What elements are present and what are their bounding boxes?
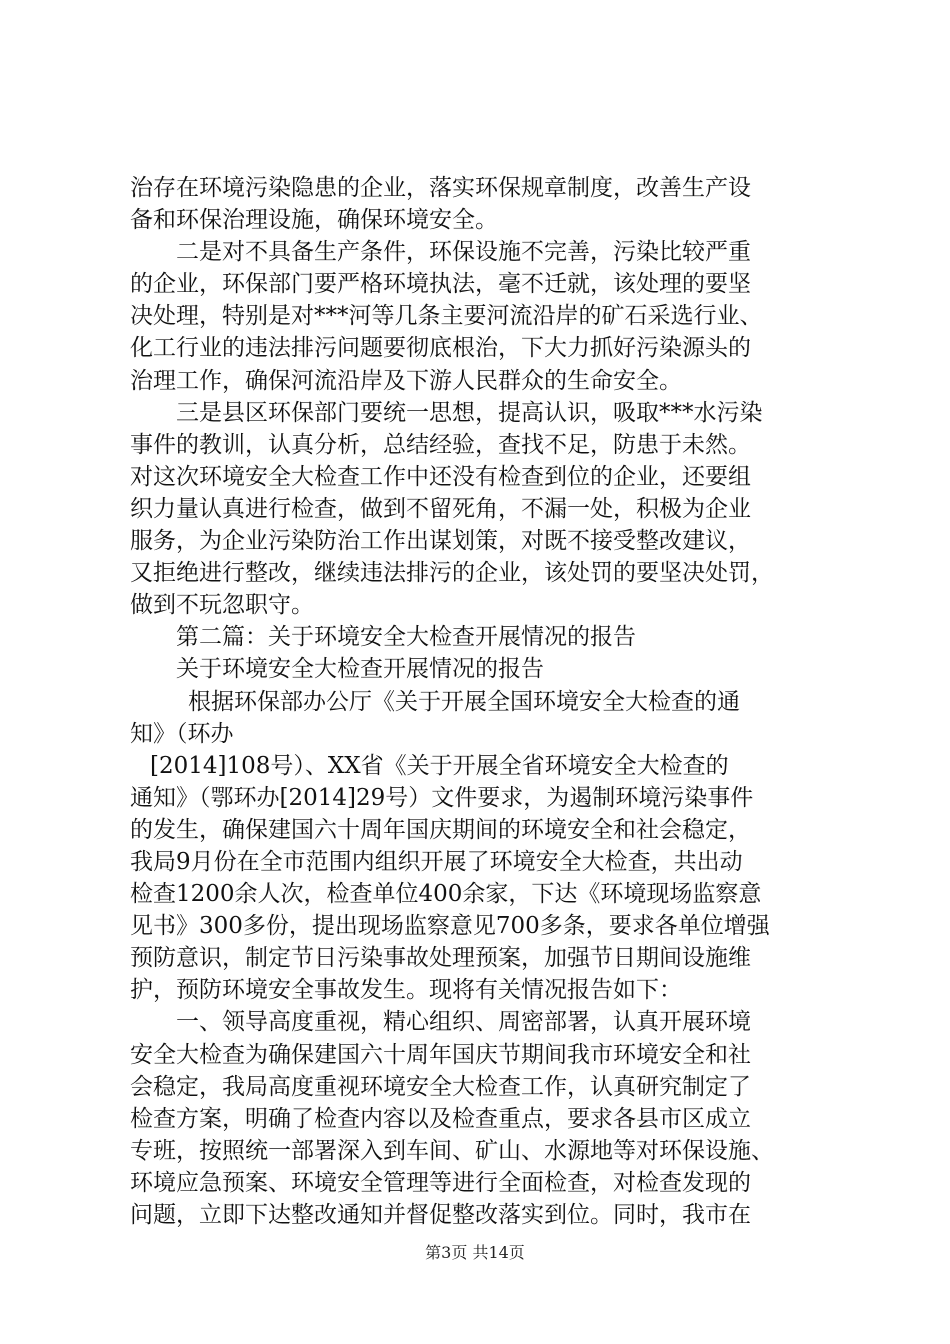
text-line: 通知》（鄂环办[2014]29号）文件要求，为遏制环境污染事件	[130, 784, 754, 811]
text-line: 见书》300多份，提出现场监察意见700多条，要求各单位增强	[130, 913, 770, 940]
text-line: 织力量认真进行检查，做到不留死角，不漏一处，积极为企业	[130, 495, 751, 522]
text-line: 备和环保治理设施，确保环境安全。	[130, 207, 498, 234]
document-body	[130, 172, 830, 1231]
text-line: 的企业，环保部门要严格环境执法，毫不迁就，该处理的要坚	[130, 271, 751, 298]
text-line: 一、领导高度重视，精心组织、周密部署，认真开展环境	[176, 1009, 751, 1036]
text-line: 根据环保部办公厅《关于开展全国环境安全大检查的通	[188, 688, 740, 715]
text-line: 又拒绝进行整改，继续违法排污的企业，该处罚的要坚决处罚，	[130, 560, 774, 587]
text-line: 检查方案，明确了检查内容以及检查重点，要求各县市区成立	[130, 1105, 751, 1132]
text-line: 事件的教训，认真分析，总结经验，查找不足，防患于未然。	[130, 431, 751, 458]
page-number-footer: 第3页 共14页	[425, 1243, 525, 1262]
text-line: 知》（环办	[130, 720, 234, 747]
text-line: 问题，立即下达整改通知并督促整改落实到位。同时，我市在	[130, 1202, 751, 1228]
text-line: 专班，按照统一部署深入到车间、矿山、水源地等对环保设施、	[130, 1137, 774, 1164]
text-line: 二是对不具备生产条件，环保设施不完善，污染比较严重	[176, 239, 751, 266]
text-line: 化工行业的违法排污问题要彻底根治，下大力抓好污染源头的	[130, 335, 751, 362]
text-line: 治理工作，确保河流沿岸及下游人民群众的生命安全。	[130, 367, 682, 394]
text-line: 三是县区环保部门要统一思想，提高认识，吸取***水污染	[176, 399, 763, 426]
text-line: 安全大检查为确保建国六十周年国庆节期间我市环境安全和社	[130, 1041, 751, 1068]
text-line: 服务，为企业污染防治工作出谋划策，对既不接受整改建议，	[130, 528, 751, 555]
text-line: 做到不玩忽职守。	[130, 592, 314, 619]
text-line: 预防意识，制定节日污染事故处理预案，加强节日期间设施维	[130, 945, 751, 972]
text-line: 护，预防环境安全事故发生。现将有关情况报告如下：	[130, 977, 682, 1004]
text-line: 决处理，特别是对***河等几条主要河流沿岸的矿石采选行业、	[130, 303, 763, 330]
section-heading: 第二篇：关于环境安全大检查开展情况的报告	[176, 624, 636, 651]
text-line: 检查1200余人次，检查单位400余家，下达《环境现场监察意	[130, 881, 762, 908]
text-line: 对这次环境安全大检查工作中还没有检查到位的企业，还要组	[130, 463, 751, 490]
text-line: 的发生，确保建国六十周年国庆期间的环境安全和社会稳定，	[130, 816, 751, 843]
text-line: 治存在环境污染隐患的企业，落实环保规章制度，改善生产设	[130, 175, 751, 201]
text-line: 环境应急预案、环境安全管理等进行全面检查，对检查发现的	[130, 1169, 751, 1196]
text-line: 我局9月份在全市范围内组织开展了环境安全大检查，共出动	[130, 848, 743, 875]
text-line: [2014]108号）、XX省《关于开展全省环境安全大检查的	[150, 752, 729, 779]
report-title: 关于环境安全大检查开展情况的报告	[176, 656, 544, 683]
text-line: 会稳定，我局高度重视环境安全大检查工作，认真研究制定了	[130, 1073, 751, 1100]
